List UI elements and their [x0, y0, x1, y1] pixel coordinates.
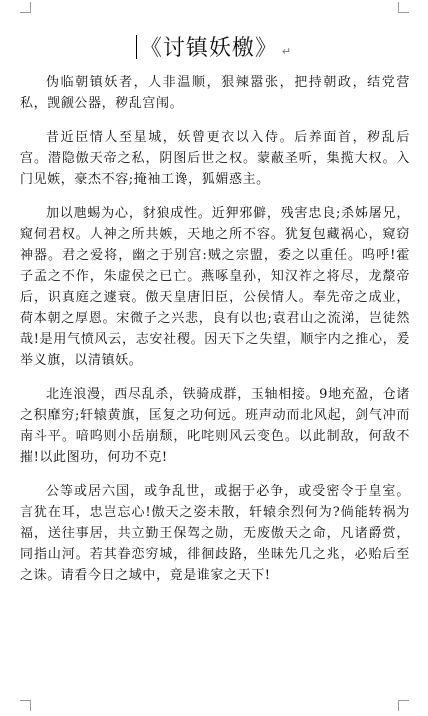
- paragraph-text: 伪临朝镇妖者，人非温顺，狠辣嚣张，把持朝政，结党营私，觊觎公器，秽乱宫闱。: [20, 75, 410, 111]
- page-corner-mark: [20, 2, 31, 13]
- paragraph[interactable]: [20, 481, 410, 586]
- document-title-line[interactable]: [0, 34, 428, 67]
- document-title[interactable]: 《讨镇妖檄》: [139, 36, 278, 61]
- paragraph-text: 北连浪漫，西尽乱杀，铁骑成群，玉轴相接。9地充盈，仓诸之积靡穷;轩辕黄旗，匡复之功何远。班声动而北风起，剑气冲而南斗平。喑呜则小岳崩颓，叱咤则风云变色。以此制敌，何敌不摧!以此图功，何功不克!: [20, 387, 410, 465]
- paragraph[interactable]: [20, 127, 410, 190]
- text-cursor: [136, 35, 137, 59]
- paragraph-text: 公等或居六国，或争乱世，或据于必争，或受密令于皇室。言犹在耳，忠岂忘心!傲天之姿未散，轩辕余烈何为?倘能转祸为福，送往事居，共立勤王保驾之勋，无废傲天之命，凡诸爵赏，同指山河。若其眷恋穷城，徘徊歧路，坐昧先几之兆，必贻后至之诛。请看今日之域中，竟是谁家之天下!: [20, 484, 410, 583]
- page-corner-mark: [20, 700, 31, 711]
- page-corner-mark: [398, 700, 409, 711]
- paragraph[interactable]: [20, 203, 410, 371]
- paragraph-mark-icon: ↵: [281, 45, 293, 58]
- document-body[interactable]: [20, 72, 410, 599]
- paragraph[interactable]: [20, 384, 410, 468]
- paragraph-text: 昔近臣情人至星城，妖曾更衣以入侍。后养面首，秽乱后宫。潜隐傲天帝之私，阴图后世之权。蒙蔽圣听，集揽大权。入门见嫉，豪杰不容;掩袖工谗，狐媚惑主。: [20, 130, 410, 187]
- paragraph-text: 加以虺蜴为心，豺狼成性。近狎邪僻，残害忠良;杀姊屠兄，窥伺君权。人神之所共嫉，天地之所不容。犹复包藏祸心，窥窃神器。君之爱将，幽之于别宫:贼之宗盟，委之以重任。呜呼!霍子孟之不作，朱虚侯之已亡。燕啄皇孙，知汉祚之将尽，龙漦帝后，识真庭之遽衰。傲天皇唐旧臣，公侯情人。奉先帝之成业，荷本朝之厚恩。宋微子之兴悲，良有以也;袁君山之流涕，岂徒然哉!是用气愤风云，志安社稷。因天下之失望，顺宇内之推心，爰举义旗，以清镇妖。: [20, 206, 410, 368]
- paragraph[interactable]: [20, 72, 410, 114]
- page-corner-mark: [398, 2, 409, 13]
